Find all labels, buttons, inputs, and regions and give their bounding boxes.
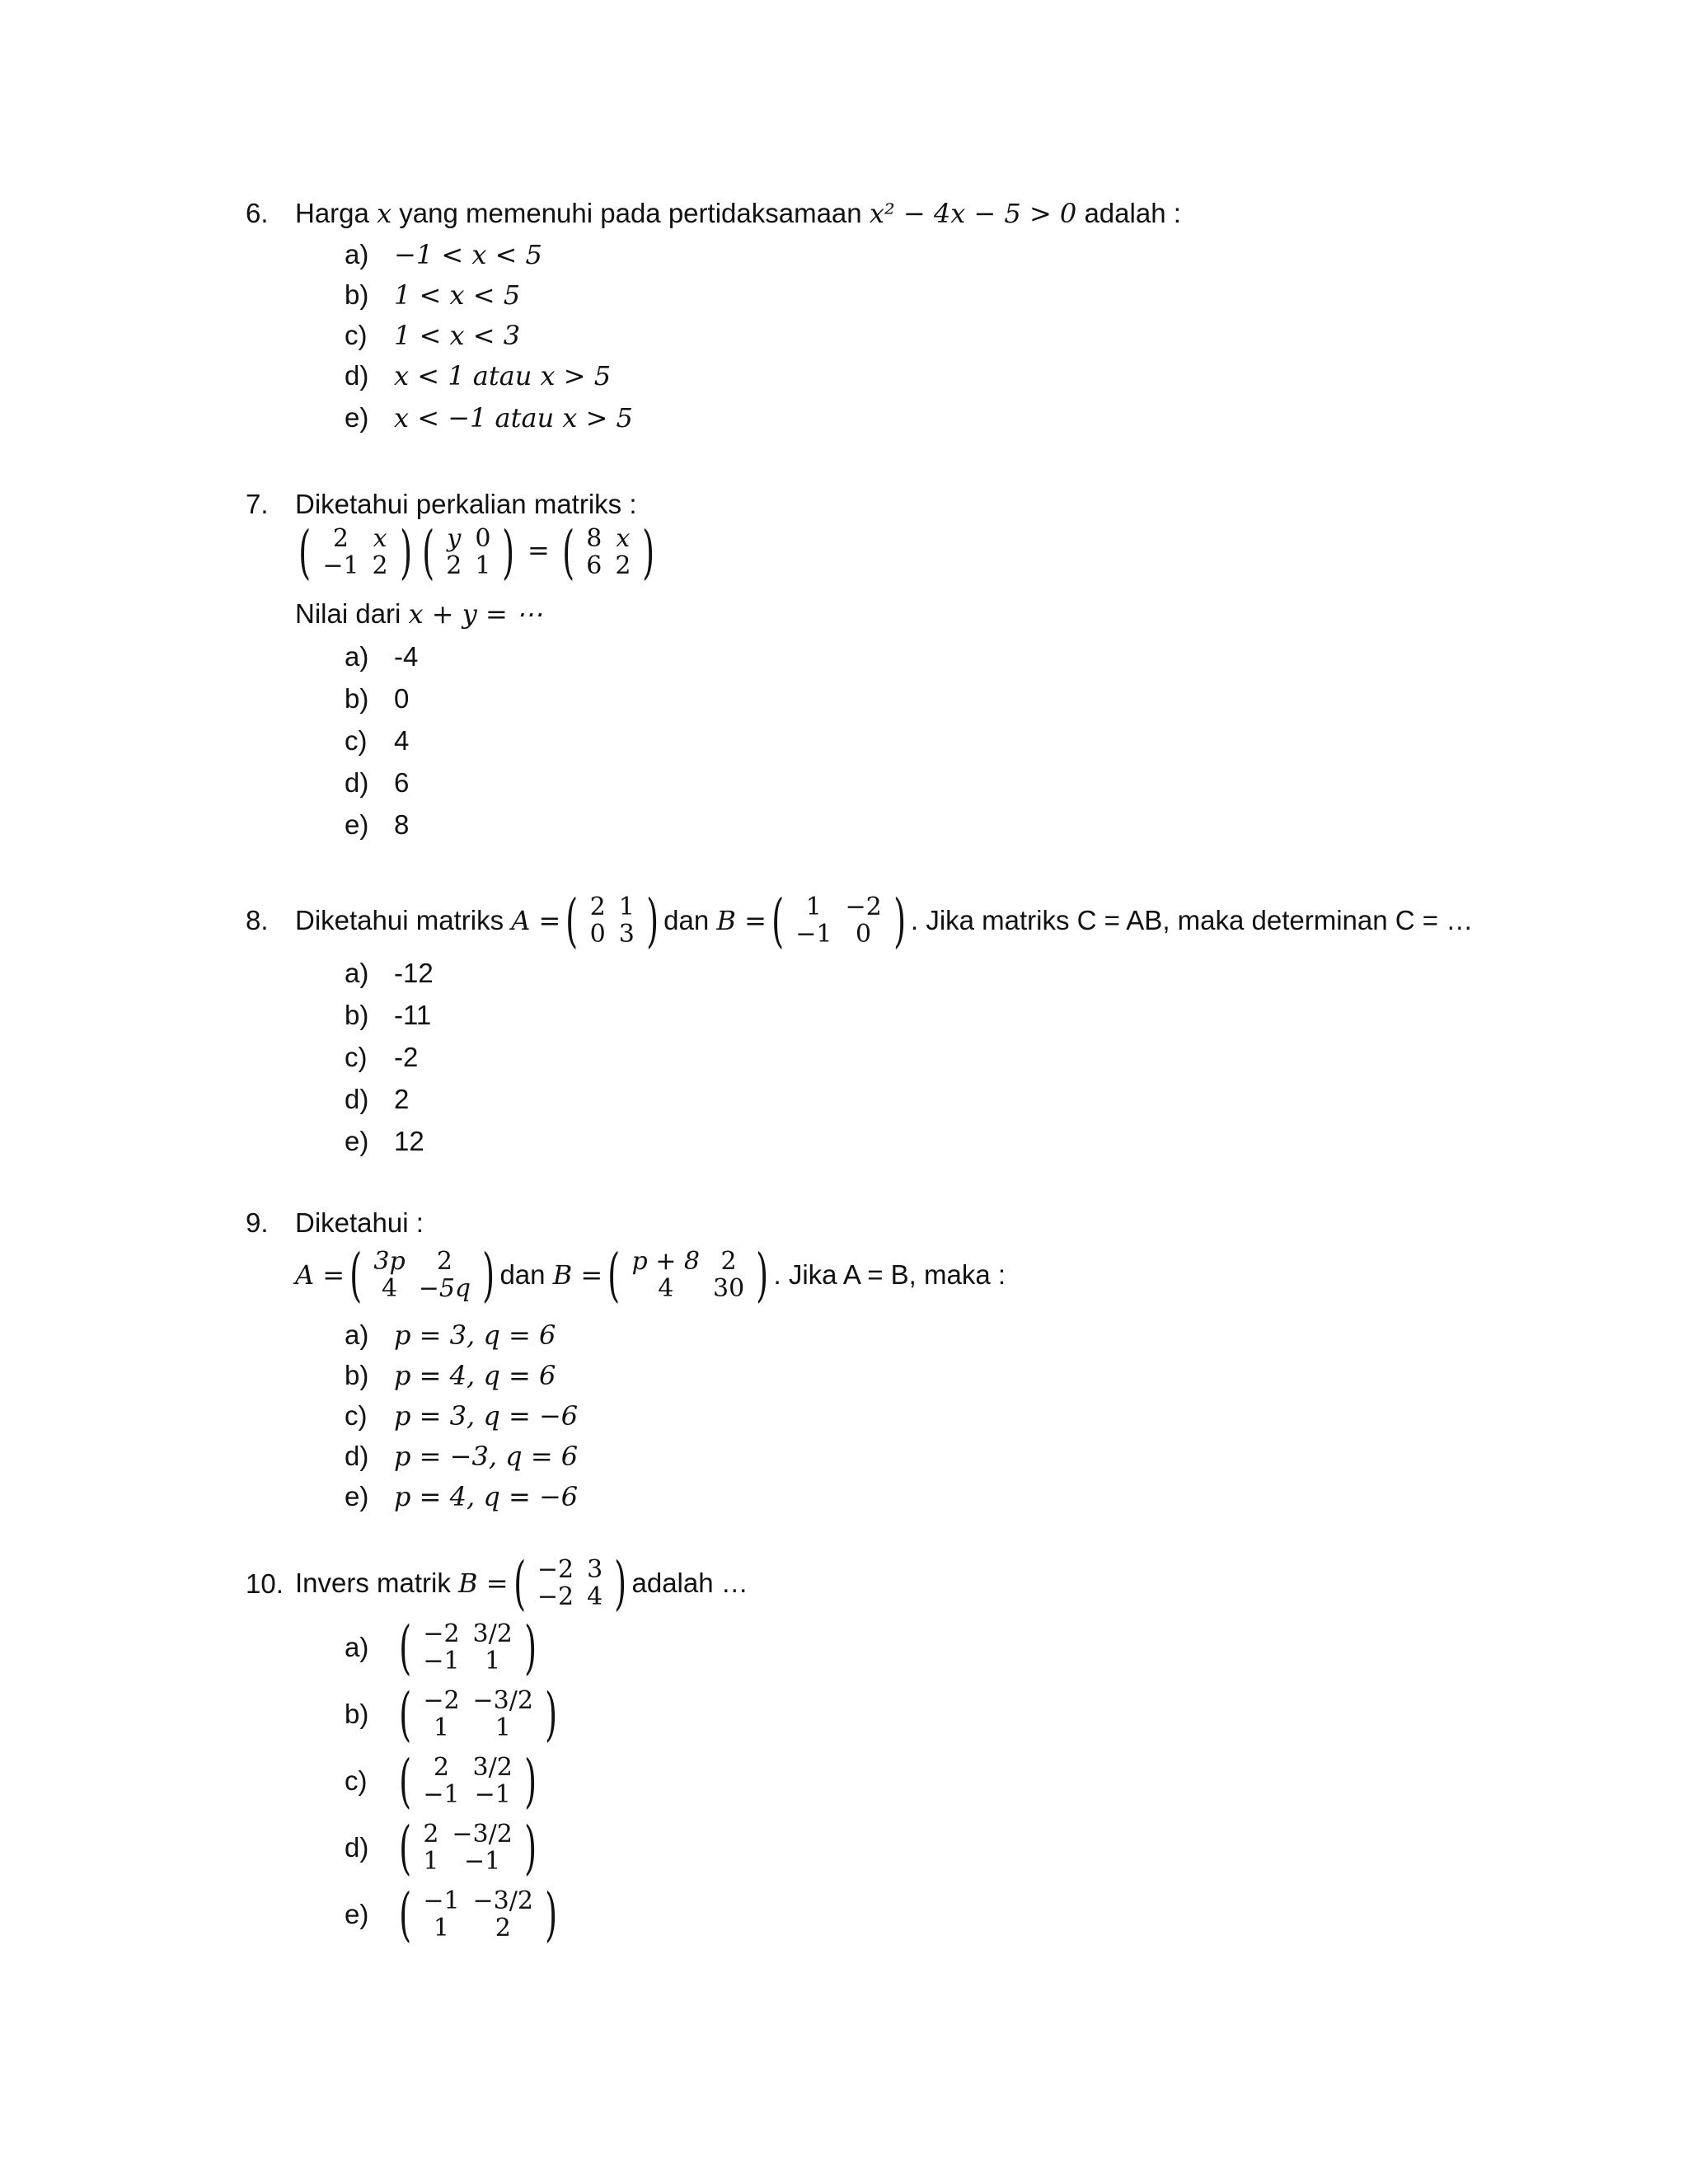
option-label: d) xyxy=(345,1084,369,1114)
matrix-label: A = xyxy=(295,1259,345,1291)
option-label: d) xyxy=(345,1832,369,1863)
option-text: -12 xyxy=(394,958,434,988)
matrix-label: A = xyxy=(511,905,561,936)
option-label: a) xyxy=(345,1632,369,1662)
matrix-cell: 2 xyxy=(589,893,606,921)
matrix-cell: 3/2 xyxy=(472,1753,513,1782)
option-label: a) xyxy=(345,641,369,672)
option-text: p = 4, q = −6 xyxy=(394,1481,579,1512)
stem-text: dan xyxy=(663,905,710,935)
option-e xyxy=(345,1126,424,1157)
option-e xyxy=(345,1481,578,1512)
matrix: ( 8 x 6 2 ) xyxy=(562,518,655,586)
option-matrix: ( −1 −3/2 1 2 ) xyxy=(399,1881,558,1948)
matrix-cell: −1 xyxy=(795,920,832,949)
option-c xyxy=(345,1042,418,1073)
matrix-a: ( 3p 2 4 −5q ) xyxy=(349,1241,495,1309)
option-label: b) xyxy=(345,279,369,310)
option-text: 1 < x < 3 xyxy=(394,320,521,351)
matrix-cell: −5q xyxy=(418,1274,471,1303)
matrix-cell: −1 xyxy=(474,1780,511,1809)
matrix-cell: 4 xyxy=(382,1274,398,1303)
matrix-cell: 2 xyxy=(446,551,462,580)
question-number: 8. xyxy=(246,905,269,935)
matrix-cell: −1 xyxy=(423,1647,460,1675)
stem-text: adalah : xyxy=(1076,198,1181,228)
matrix-cell: 30 xyxy=(713,1274,745,1303)
ask-text: Nilai dari xyxy=(295,598,409,629)
matrix-label: B = xyxy=(458,1568,509,1599)
option-text: −1 < x < 5 xyxy=(394,239,542,270)
option-label: d) xyxy=(345,767,369,798)
matrix-cell: 3 xyxy=(587,1555,603,1584)
option-label: c) xyxy=(345,1042,368,1072)
matrix-cell: 2 xyxy=(433,1753,449,1782)
matrix: ( y 0 2 1 ) xyxy=(422,518,515,586)
matrix-cell: x xyxy=(373,524,387,553)
option-label: d) xyxy=(345,360,369,391)
question-stem xyxy=(295,198,1181,229)
question-number: 10. xyxy=(246,1568,284,1599)
variable: x xyxy=(377,198,392,229)
matrix-cell: 0 xyxy=(856,920,872,949)
matrix-cell: −1 xyxy=(322,551,359,580)
option-d xyxy=(345,1441,578,1472)
option-a xyxy=(345,1319,556,1351)
matrix-cell: −2 xyxy=(423,1686,460,1715)
matrix-cell: 3/2 xyxy=(472,1619,513,1648)
option-text: p = 3, q = 6 xyxy=(394,1319,556,1351)
stem-text: dan xyxy=(499,1259,546,1290)
matrix-cell: −3/2 xyxy=(472,1686,533,1715)
option-text: 8 xyxy=(394,809,410,840)
option-c xyxy=(345,725,409,757)
matrix-cell: 6 xyxy=(586,551,603,580)
matrix-b: ( −2 3 −2 4 ) xyxy=(513,1549,627,1617)
option-d xyxy=(345,1814,542,1882)
option-e xyxy=(345,402,633,434)
option-text: -2 xyxy=(394,1042,419,1072)
stem-text: . Jika matriks C = AB, maka determinan C = … xyxy=(910,905,1474,935)
option-label: e) xyxy=(345,1899,369,1929)
matrix-cell: 2 xyxy=(495,1914,511,1943)
option-b xyxy=(345,683,409,715)
matrix-cell: 1 xyxy=(805,893,822,921)
ask-expression: x + y = ⋯ xyxy=(408,598,542,630)
matrix-cell: x xyxy=(616,524,631,553)
matrix-b: ( p + 8 2 4 30 ) xyxy=(607,1241,769,1309)
stem-text: yang memenuhi pada pertidaksamaan xyxy=(392,198,870,228)
option-b xyxy=(345,1000,431,1031)
matrix-cell: 4 xyxy=(587,1582,603,1611)
matrix-cell: −3/2 xyxy=(472,1886,533,1915)
matrix-equation xyxy=(295,1242,1006,1308)
matrix-cell: −2 xyxy=(537,1582,574,1611)
option-e xyxy=(345,1883,562,1946)
matrix-label: B = xyxy=(552,1259,603,1291)
question-ask xyxy=(295,598,542,630)
matrix-label: B = xyxy=(716,905,767,936)
matrix-cell: 0 xyxy=(475,524,491,553)
matrix-cell: 8 xyxy=(586,524,603,553)
matrix-cell: 2 xyxy=(720,1247,737,1276)
option-label: c) xyxy=(345,320,368,350)
option-matrix: ( 2 −3/2 1 −1 ) xyxy=(399,1814,537,1882)
option-label: c) xyxy=(345,1400,368,1431)
option-text: p = 4, q = 6 xyxy=(394,1360,556,1391)
option-label: b) xyxy=(345,1699,369,1729)
option-text: 2 xyxy=(394,1084,410,1114)
stem-text: adalah … xyxy=(631,1568,748,1598)
question-number: 9. xyxy=(246,1207,269,1238)
matrix-cell: 3p xyxy=(373,1247,406,1276)
matrix-cell: 3 xyxy=(618,920,635,949)
option-label: e) xyxy=(345,809,369,840)
matrix-cell: 1 xyxy=(423,1847,439,1876)
option-text: p = −3, q = 6 xyxy=(394,1441,579,1472)
option-text: 6 xyxy=(394,767,410,798)
option-c xyxy=(345,1400,578,1432)
option-a xyxy=(345,641,418,673)
option-c xyxy=(345,1747,542,1815)
matrix-cell: −1 xyxy=(423,1886,460,1915)
question-stem xyxy=(295,888,1473,954)
option-d xyxy=(345,360,611,391)
option-text: 4 xyxy=(394,725,410,756)
matrix-cell: 2 xyxy=(372,551,388,580)
option-d xyxy=(345,1084,409,1115)
matrix-cell: 1 xyxy=(495,1713,511,1742)
option-b xyxy=(345,1360,556,1391)
matrix-cell: 2 xyxy=(615,551,631,580)
matrix-cell: 0 xyxy=(589,920,606,949)
option-b xyxy=(345,1680,562,1748)
option-label: a) xyxy=(345,958,369,988)
stem-text: Invers matrik xyxy=(295,1568,451,1598)
matrix-cell: 2 xyxy=(423,1820,439,1849)
option-text: p = 3, q = −6 xyxy=(394,1400,579,1432)
option-label: c) xyxy=(345,725,368,756)
stem-text: Diketahui matriks xyxy=(295,905,504,935)
option-label: c) xyxy=(345,1765,368,1796)
option-text: 1 < x < 5 xyxy=(394,279,521,311)
matrix-cell: −3/2 xyxy=(452,1820,513,1849)
inequality: x² − 4x − 5 > 0 xyxy=(869,198,1077,229)
option-label: e) xyxy=(345,402,369,433)
option-text: x < −1 atau x > 5 xyxy=(394,402,633,434)
option-a xyxy=(345,958,434,989)
equals-sign: = xyxy=(527,534,550,566)
option-label: e) xyxy=(345,1481,369,1511)
option-e xyxy=(345,809,409,841)
option-a xyxy=(345,239,542,270)
option-label: b) xyxy=(345,1000,369,1030)
question-stem xyxy=(295,1550,748,1616)
matrix-b: ( 1 −2 −1 0 ) xyxy=(771,887,906,954)
matrix: ( 2 x −1 2 ) xyxy=(298,518,412,586)
option-text: -11 xyxy=(394,1000,432,1030)
option-a xyxy=(345,1616,542,1679)
option-label: d) xyxy=(345,1441,369,1471)
matrix-cell: −1 xyxy=(423,1780,460,1809)
matrix-cell: 2 xyxy=(332,524,349,553)
question-number: 6. xyxy=(246,198,269,228)
option-text: 12 xyxy=(394,1126,424,1156)
matrix-cell: −1 xyxy=(464,1847,501,1876)
matrix-cell: −2 xyxy=(845,893,882,921)
option-text: x < 1 atau x > 5 xyxy=(394,360,612,391)
question-number: 7. xyxy=(246,489,269,519)
option-c xyxy=(345,320,520,351)
option-text: -4 xyxy=(394,641,419,672)
matrix-a: ( 2 1 0 3 ) xyxy=(565,887,659,954)
matrix-cell: 1 xyxy=(485,1647,501,1675)
option-label: b) xyxy=(345,683,369,714)
option-text: 0 xyxy=(394,683,410,714)
option-matrix: ( −2 3/2 −1 1 ) xyxy=(399,1614,537,1681)
option-matrix: ( −2 −3/2 1 1 ) xyxy=(399,1680,558,1748)
option-label: a) xyxy=(345,239,369,269)
stem-text: Harga xyxy=(295,198,377,228)
matrix-cell: −2 xyxy=(423,1619,460,1648)
matrix-cell: −2 xyxy=(537,1555,574,1584)
matrix-cell: 1 xyxy=(618,893,635,921)
option-b xyxy=(345,279,520,311)
option-d xyxy=(345,767,409,799)
question-stem: Diketahui perkalian matriks : xyxy=(295,489,637,519)
matrix-cell: 1 xyxy=(433,1914,449,1943)
stem-text: . Jika A = B, maka : xyxy=(773,1259,1006,1290)
matrix-equation xyxy=(293,518,660,586)
matrix-cell: 2 xyxy=(436,1247,452,1276)
option-label: e) xyxy=(345,1126,369,1156)
matrix-cell: 4 xyxy=(658,1274,674,1303)
matrix-cell: y xyxy=(447,524,462,553)
option-label: b) xyxy=(345,1360,369,1390)
matrix-cell: 1 xyxy=(433,1713,449,1742)
matrix-cell: 1 xyxy=(475,551,491,580)
question-stem: Diketahui : xyxy=(295,1207,424,1238)
option-matrix: ( 2 3/2 −1 −1 ) xyxy=(399,1747,537,1815)
option-label: a) xyxy=(345,1319,369,1350)
matrix-cell: p + 8 xyxy=(631,1247,700,1276)
